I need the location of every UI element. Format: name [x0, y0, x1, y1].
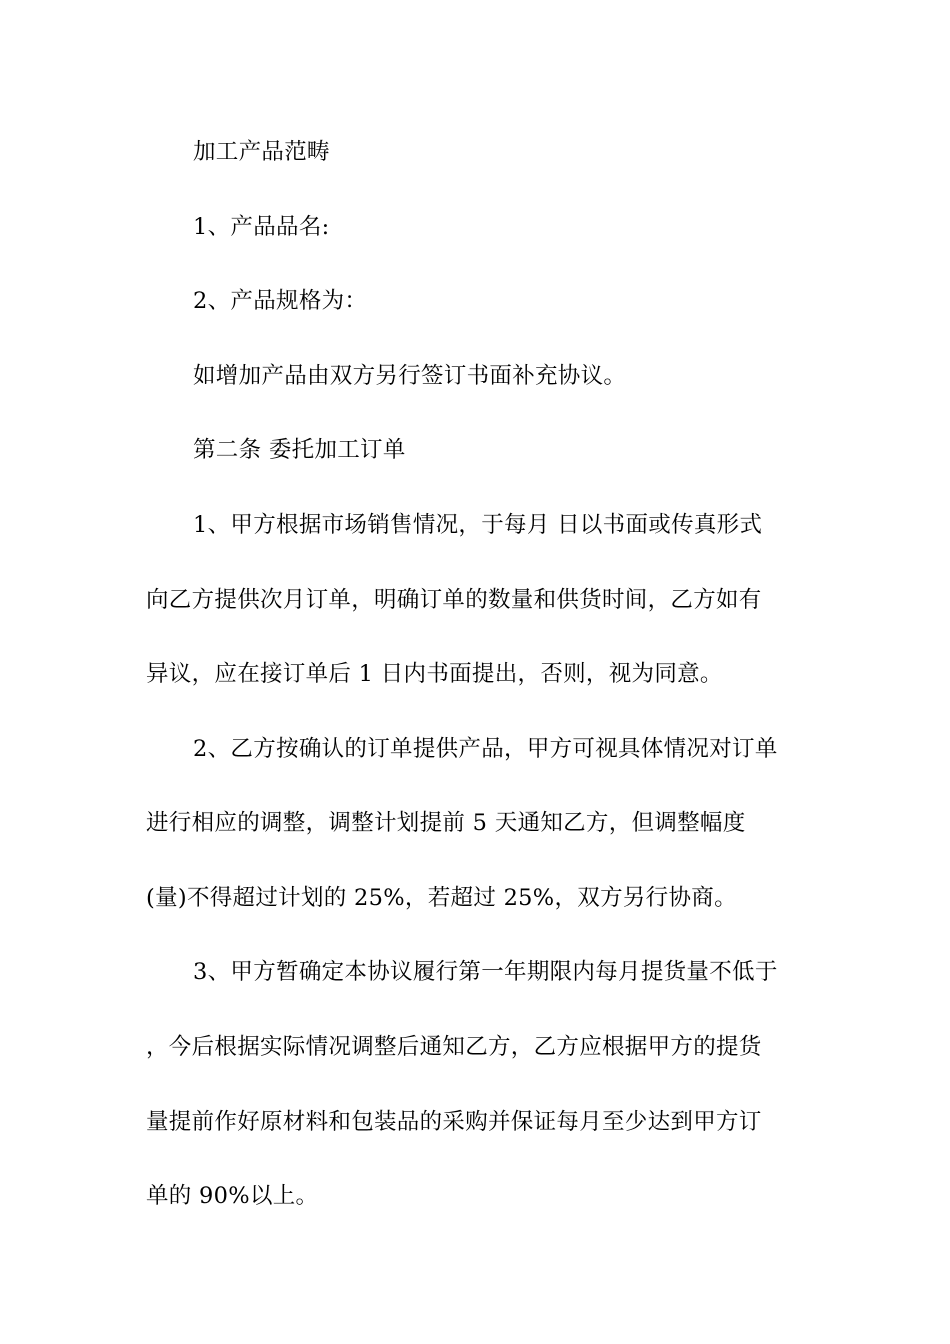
- paragraph-product-spec: 2、产品规格为：: [193, 288, 368, 314]
- paragraph-product-name: 1、产品品名:: [193, 214, 330, 240]
- paragraph-clause-2-line-1: 2、乙方按确认的订单提供产品，甲方可视具体情况对订单: [193, 736, 778, 762]
- paragraph-supplement-agreement: 如增加产品由双方另行签订书面补充协议。: [193, 363, 627, 389]
- paragraph-clause-3-line-2: ，今后根据实际情况调整后通知乙方，乙方应根据甲方的提货: [146, 1034, 762, 1060]
- article-heading-2: 第二条 委托加工订单: [193, 437, 406, 463]
- paragraph-clause-3-line-1: 3、甲方暂确定本协议履行第一年期限内每月提货量不低于: [193, 959, 778, 985]
- paragraph-clause-1-line-2: 向乙方提供次月订单，明确订单的数量和供货时间，乙方如有: [146, 587, 762, 613]
- paragraph-clause-1-line-1: 1、甲方根据市场销售情况，于每月 日以书面或传真形式: [193, 512, 763, 538]
- section-heading-product-scope: 加工产品范畴: [193, 139, 330, 165]
- paragraph-clause-3-line-3: 量提前作好原材料和包装品的采购并保证每月至少达到甲方订: [146, 1109, 762, 1135]
- paragraph-clause-3-line-4: 单的 90%以上。: [146, 1183, 319, 1209]
- paragraph-clause-2-line-3: (量)不得超过计划的 25%，若超过 25%，双方另行协商。: [146, 885, 737, 911]
- paragraph-clause-2-line-2: 进行相应的调整，调整计划提前 5 天通知乙方，但调整幅度: [146, 810, 746, 836]
- paragraph-clause-1-line-3: 异议，应在接订单后 1 日内书面提出，否则，视为同意。: [146, 661, 723, 687]
